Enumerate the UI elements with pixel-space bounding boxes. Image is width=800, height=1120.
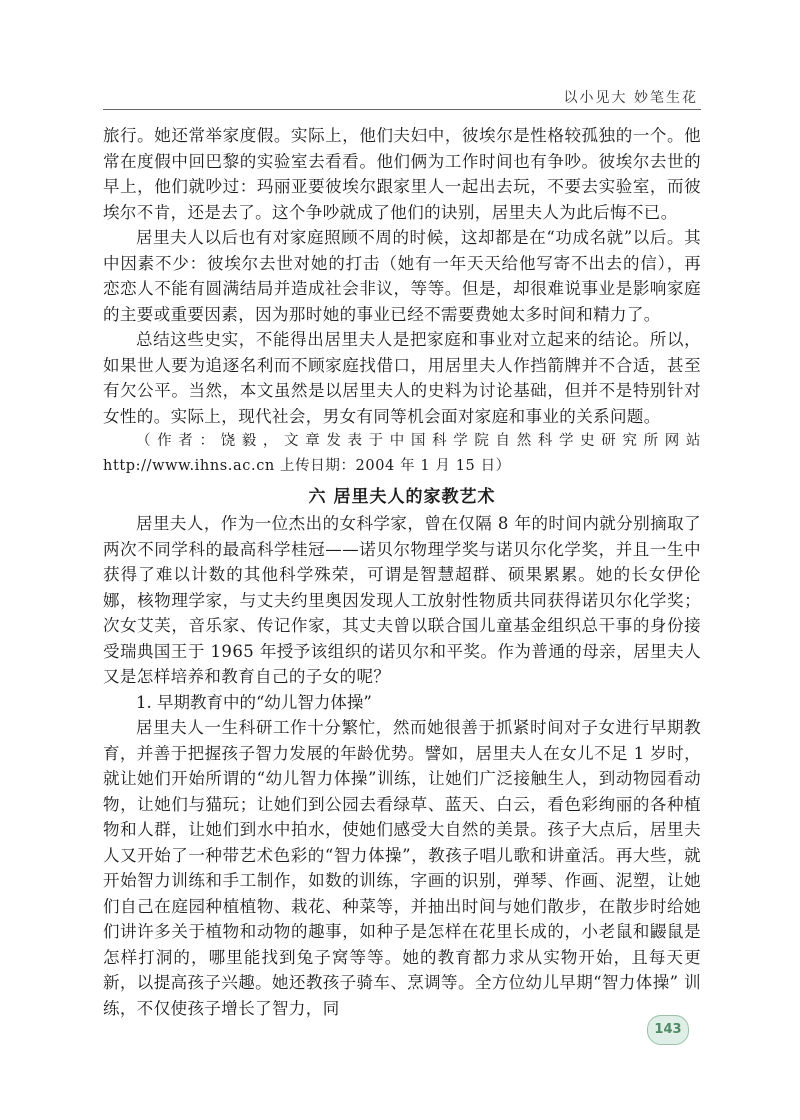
page-number-badge: 143: [647, 1015, 689, 1045]
paragraph-1: 旅行。她还常举家度假。实际上，他们夫妇中，彼埃尔是性格较孤独的一个。他常在度假中回巴黎的实验室去看看。他们俩为工作时间也有争吵。彼埃尔去世的早上，他们就吵过：玛丽亚要彼埃尔跟家里人一起出去玩，不要去实验室，而彼埃尔不肯，还是去了。这个争吵就成了他们的诀别，居里夫人为此后悔不已。: [103, 126, 701, 222]
paragraph-2: 居里夫人以后也有对家庭照顾不周的时候，这却都是在“功成名就”以后。其中因素不少：彼埃尔去世对她的打击（她有一年天天给他写寄不出去的信），再恋恋人不能有圆满结局并造成社会非议，等等。但是，却很难说事业是影响家庭的主要或重要因素，因为那时她的事业已经不需要费她太多时间和精力了。: [103, 228, 701, 324]
paragraph-4: 居里夫人，作为一位杰出的女科学家，曾在仅隔 8 年的时间内就分别摘取了两次不同学科的最高科学桂冠——诺贝尔物理学奖与诺贝尔化学奖，并且一生中获得了难以计数的其他科学殊荣，可谓是智慧超群、硕果累累。她的长女伊伦娜，核物理学家，与丈夫约里奥因发现人工放射性物质共同获得诺贝尔化学奖；次女艾芙，音乐家、传记作家，其丈夫曾以联合国儿童基金组织总干事的身份接受瑞典国王于 1965 年授予该组织的诺贝尔和平奖。作为普通的母亲，居里夫人又是怎样培养和教育自己的子女的呢？: [103, 514, 701, 686]
author-credit: （作者：饶毅，文章发表于中国科学院自然科学史研究所网站 http://www.ihns.ac.cn 上传日期：2004 年 1 月 15 日）: [103, 433, 701, 474]
paragraph-5: 居里夫人一生科研工作十分繁忙，然而她很善于抓紧时间对子女进行早期教育，并善于把握孩子智力发展的年龄优势。譬如，居里夫人在女儿不足 1 岁时，就让她们开始所谓的“幼儿智力体操”训练，让她们广泛接触生人，到动物园看动物，让她们与猫玩；让她们到公园去看绿草、蓝天、白云，看色彩绚丽的各种植物和人群，让她们到水中拍水，使她们感受大自然的美景。孩子大点后，居里夫人又开始了一种带艺术色彩的“智力体操”，教孩子唱儿歌和讲童活。再大些，就开始智力训练和手工制作，如数的训练，字画的识别，弹琴、作画、泥塑，让她们自己在庭园种植植物、栽花、种菜等，并抽出时间与她们散步，在散步时给她们讲许多关于植物和动物的趣事，如种子是怎样在花里长成的，小老鼠和鼹鼠是怎样打洞的，哪里能找到兔子窝等等。她的教育都力求从实物开始，且每天更新，以提高孩子兴趣。她还教孩子骑车、烹调等。全方位幼儿早期“智力体操” 训练，不仅使孩子增长了智力，同: [103, 718, 701, 1018]
subsection-heading: 1. 早期教育中的“幼儿智力体操”: [136, 692, 372, 712]
paragraph-3: 总结这些史实，不能得出居里夫人是把家庭和事业对立起来的结论。所以，如果世人要为追逐名利而不顾家庭找借口，用居里夫人作挡箭牌并不合适，甚至有欠公平。当然，本文虽然是以居里夫人的史料为讨论基础，但并不是特别针对女性的。实际上，现代社会，男女有同等机会面对家庭和事业的关系问题。: [103, 330, 701, 426]
header-rule: [103, 109, 701, 110]
body-text: [103, 123, 701, 1021]
running-header: 以小见大 妙笔生花: [563, 90, 698, 106]
section-title: 六 居里夫人的家教艺术: [308, 487, 496, 507]
